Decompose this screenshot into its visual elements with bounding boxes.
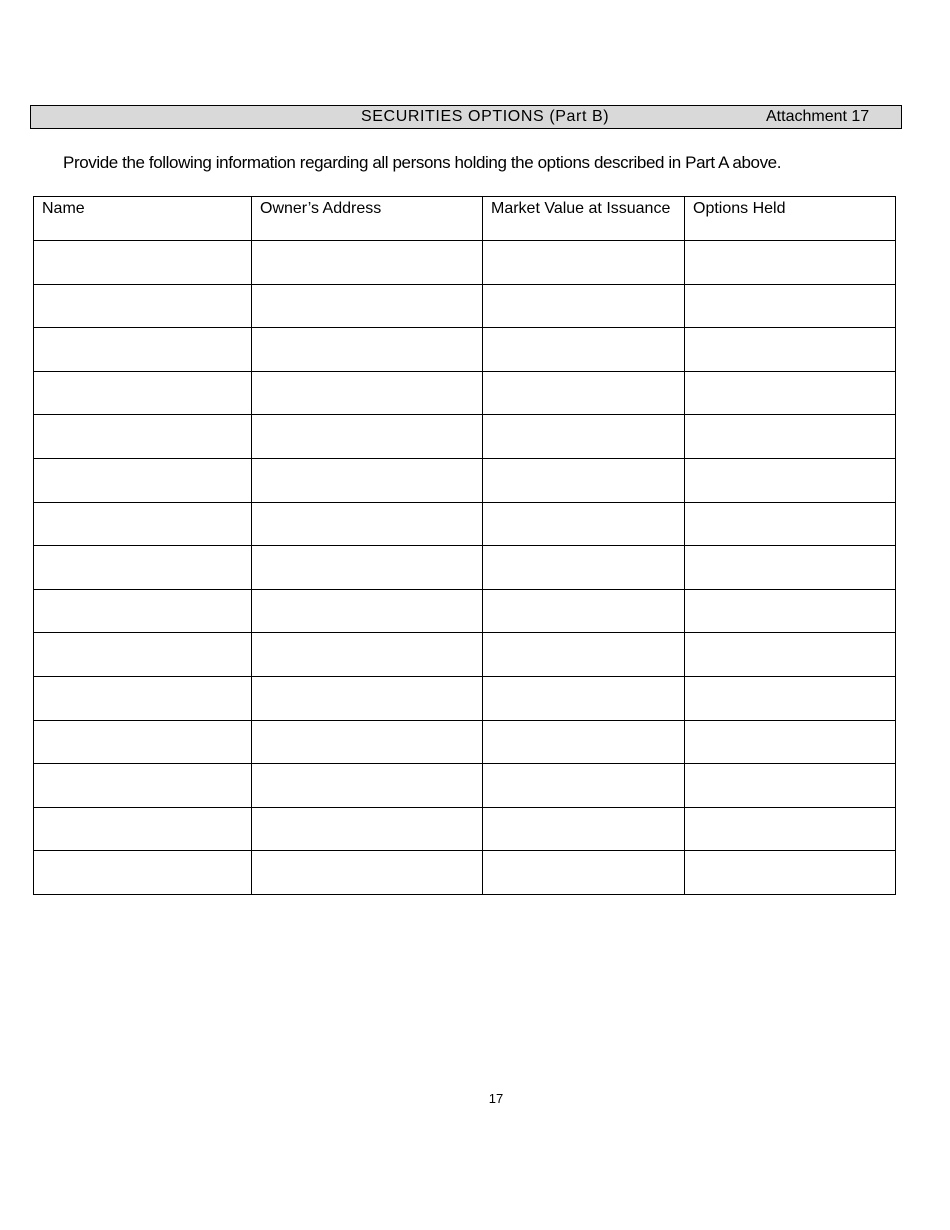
table-cell-name[interactable]: [34, 589, 252, 633]
table-cell-market-value[interactable]: [483, 633, 685, 677]
table-row: [34, 415, 896, 459]
table-cell-options-held[interactable]: [685, 720, 896, 764]
table-cell-owners-address[interactable]: [252, 720, 483, 764]
table-cell-options-held[interactable]: [685, 546, 896, 590]
table-cell-name[interactable]: [34, 764, 252, 808]
table-cell-owners-address[interactable]: [252, 328, 483, 372]
table-cell-options-held[interactable]: [685, 764, 896, 808]
table-row: [34, 851, 896, 895]
column-header-name: Name: [34, 197, 252, 241]
table-cell-name[interactable]: [34, 458, 252, 502]
table-row: [34, 502, 896, 546]
table-cell-market-value[interactable]: [483, 546, 685, 590]
table-cell-name[interactable]: [34, 415, 252, 459]
table-cell-options-held[interactable]: [685, 415, 896, 459]
table-cell-name[interactable]: [34, 546, 252, 590]
table-cell-options-held[interactable]: [685, 851, 896, 895]
table-cell-market-value[interactable]: [483, 676, 685, 720]
table-cell-owners-address[interactable]: [252, 502, 483, 546]
table-row: [34, 720, 896, 764]
column-header-options-held: Options Held: [685, 197, 896, 241]
table-cell-market-value[interactable]: [483, 458, 685, 502]
table-cell-options-held[interactable]: [685, 633, 896, 677]
instructions-text: Provide the following information regarding all persons holding the options described in Part A above.: [63, 153, 782, 172]
table-row: [34, 284, 896, 328]
table-cell-market-value[interactable]: [483, 851, 685, 895]
table-cell-owners-address[interactable]: [252, 807, 483, 851]
table-cell-owners-address[interactable]: [252, 589, 483, 633]
table-cell-market-value[interactable]: [483, 328, 685, 372]
table-cell-name[interactable]: [34, 328, 252, 372]
section-header-bar: [30, 105, 902, 129]
table-cell-market-value[interactable]: [483, 720, 685, 764]
table-cell-owners-address[interactable]: [252, 284, 483, 328]
table-cell-market-value[interactable]: [483, 807, 685, 851]
option-holders-table: [33, 196, 896, 895]
table-cell-name[interactable]: [34, 720, 252, 764]
table-cell-owners-address[interactable]: [252, 546, 483, 590]
table-cell-options-held[interactable]: [685, 458, 896, 502]
table-cell-owners-address[interactable]: [252, 241, 483, 285]
table-cell-owners-address[interactable]: [252, 415, 483, 459]
column-header-owners-address: Owner’s Address: [252, 197, 483, 241]
table-row: [34, 807, 896, 851]
table-body: [34, 241, 896, 895]
table-cell-name[interactable]: [34, 807, 252, 851]
table-cell-name[interactable]: [34, 284, 252, 328]
table-row: [34, 676, 896, 720]
table-cell-market-value[interactable]: [483, 284, 685, 328]
column-header-market-value: Market Value at Issuance: [483, 197, 685, 241]
table-cell-owners-address[interactable]: [252, 633, 483, 677]
table-row: [34, 458, 896, 502]
table-cell-owners-address[interactable]: [252, 764, 483, 808]
page-number: 17: [488, 1091, 504, 1106]
table-row: [34, 633, 896, 677]
table-cell-options-held[interactable]: [685, 676, 896, 720]
table-cell-name[interactable]: [34, 851, 252, 895]
table-cell-market-value[interactable]: [483, 371, 685, 415]
table-cell-options-held[interactable]: [685, 589, 896, 633]
table-cell-owners-address[interactable]: [252, 851, 483, 895]
table-row: [34, 764, 896, 808]
table-row: [34, 546, 896, 590]
table-cell-owners-address[interactable]: [252, 676, 483, 720]
table-cell-market-value[interactable]: [483, 241, 685, 285]
table-cell-options-held[interactable]: [685, 328, 896, 372]
table-cell-options-held[interactable]: [685, 241, 896, 285]
table-cell-name[interactable]: [34, 502, 252, 546]
table-cell-name[interactable]: [34, 633, 252, 677]
table-cell-market-value[interactable]: [483, 764, 685, 808]
table-cell-name[interactable]: [34, 371, 252, 415]
table-row: [34, 328, 896, 372]
table-cell-market-value[interactable]: [483, 502, 685, 546]
table-cell-market-value[interactable]: [483, 415, 685, 459]
table-row: [34, 589, 896, 633]
table-cell-options-held[interactable]: [685, 371, 896, 415]
section-title: SECURITIES OPTIONS (Part B): [361, 108, 610, 125]
table-cell-market-value[interactable]: [483, 589, 685, 633]
table-row: [34, 241, 896, 285]
table-cell-name[interactable]: [34, 676, 252, 720]
table-cell-name[interactable]: [34, 241, 252, 285]
table-cell-options-held[interactable]: [685, 807, 896, 851]
attachment-label: Attachment 17: [766, 108, 870, 125]
table-cell-owners-address[interactable]: [252, 458, 483, 502]
table-cell-options-held[interactable]: [685, 502, 896, 546]
table-cell-owners-address[interactable]: [252, 371, 483, 415]
table-row: [34, 371, 896, 415]
table-cell-options-held[interactable]: [685, 284, 896, 328]
table-header-row: [34, 197, 896, 241]
